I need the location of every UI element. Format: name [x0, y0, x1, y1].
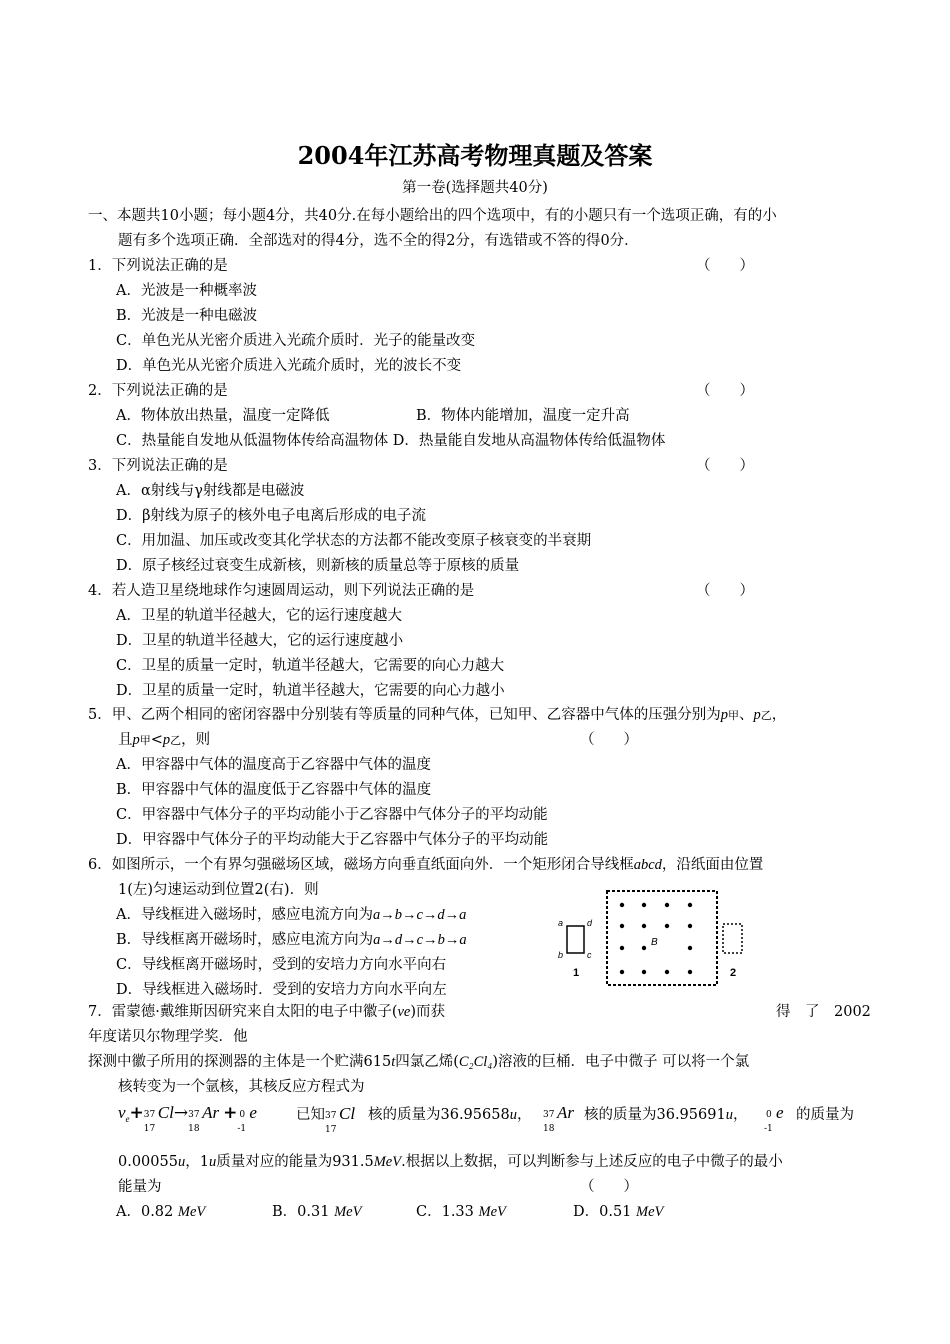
q6-option-d: D．导线框进入磁场时．受到的安培力方向水平向左 — [116, 982, 447, 998]
q7-known-text: 已知 37 17 Cl — [296, 1104, 356, 1135]
q5-stem-line-2: 且p甲<p乙，则 — [118, 732, 211, 748]
q3-option-c: C．用加温、加压或改变其化学状态的方法都不能改变原子核衰变的半衰期 — [116, 533, 592, 549]
section-heading: 第一卷(选择题共40分) — [402, 180, 548, 196]
q4-option-a: A．卫星的轨道半径越大，它的运行速度越大 — [116, 608, 402, 624]
q7-option-c: C．1.33 MeV — [416, 1204, 506, 1220]
coil-position-2 — [723, 924, 742, 953]
q4-option-c: C．卫星的质量一定时，轨道半径越大，它需要的向心力越大 — [116, 658, 505, 674]
fig-label-a: a — [558, 918, 564, 928]
nuclear-reaction-equation: $v_e+$ 37 17 Cl→ 37 18 Ar + 0 -1 e — [118, 1103, 257, 1134]
q1-option-b: B．光波是一种电磁波 — [116, 308, 258, 324]
q7-line-3: 探测中徽子所用的探测器的主体是一个贮满615t四氯乙烯(C₂Cl₄)溶液的巨桶．电子中微子 可以将一个氯 — [88, 1054, 750, 1070]
instructions-line-1: 一、本题共10小题；每小题4分，共40分.在每小题给出的四个选项中，有的小题只有一个选项正确，有的小 — [88, 208, 777, 224]
q7-chlorine-mass: 核的质量为36.95658u， — [368, 1107, 532, 1123]
q2-option-cd: C．热量能自发地从低温物体传给高温物体 D．热量能自发地从高温物体传给低温物体 — [116, 433, 666, 449]
fig-label-field-b: B — [651, 937, 658, 948]
q7-line-2: 年度诺贝尔物理学奖．他 — [88, 1029, 248, 1045]
fig-label-b: b — [558, 950, 564, 960]
q2-stem: 2．下列说法正确的是 — [88, 383, 228, 399]
q2-option-a: A．物体放出热量，温度一定降低 — [116, 408, 330, 424]
q2-answer-bracket: （ ） — [696, 383, 754, 399]
q6-option-a: A．导线框进入磁场时，感应电流方向为a→b→c→d→a — [116, 907, 467, 923]
q6-option-c: C．导线框离开磁场时，受到的安培力方向水平向右 — [116, 957, 447, 973]
q7-option-d: D．0.51 MeV — [573, 1204, 664, 1220]
q6-option-b: B．导线框离开磁场时，感应电流方向为a→d→c→b→a — [116, 932, 467, 948]
q3-stem: 3．下列说法正确的是 — [88, 458, 228, 474]
q7-argon-symbol: 37 18 Ar — [543, 1103, 574, 1134]
q7-line-7: 能量为 — [118, 1179, 162, 1195]
q3-option-b: D．β射线为原子的核外电子电离后形成的电子流 — [116, 508, 427, 524]
q5-option-a: A．甲容器中气体的温度高于乙容器中气体的温度 — [116, 757, 431, 773]
q5-option-d: D．甲容器中气体分子的平均动能大于乙容器中气体分子的平均动能 — [116, 832, 549, 848]
fig-label-position-1: 1 — [573, 967, 580, 979]
fig-label-c: c — [587, 950, 592, 960]
coil-position-1 — [567, 926, 584, 953]
q6-stem-line-1: 6．如图所示，一个有界匀强磁场区域，磁场方向垂直纸面向外．一个矩形闭合导线框abcd，沿纸面由位置 — [88, 857, 764, 873]
q1-option-a: A．光波是一种概率波 — [116, 283, 257, 299]
q1-stem: 1．下列说法正确的是 — [88, 258, 228, 274]
q7-line-6: 0.00055u，1u质量对应的能量为931.5MeV.根据以上数据，可以判断参与上述反应的电子中微子的最小 — [118, 1154, 783, 1170]
q1-option-c: C．单色光从光密介质进入光疏介质时．光子的能量改变 — [116, 333, 476, 349]
q1-option-d: D．单色光从光密介质进入光疏介质时，光的波长不变 — [116, 358, 462, 374]
q5-stem-line-1: 5．甲、乙两个相同的密闭容器中分别装有等质量的同种气体，已知甲、乙容器中气体的压强分别为p甲、p乙， — [88, 707, 787, 723]
q7-option-a: A．0.82 MeV — [116, 1204, 206, 1220]
q5-option-b: B．甲容器中气体的温度低于乙容器中气体的温度 — [116, 782, 432, 798]
fig-label-position-2: 2 — [730, 967, 737, 979]
q4-stem: 4．若人造卫星绕地球作匀速圆周运动，则下列说法正确的是 — [88, 583, 475, 599]
q2-option-b: B．物体内能增加，温度一定升高 — [416, 408, 630, 424]
magnetic-field-figure — [550, 888, 770, 988]
q6-stem-line-2: 1(左)匀速运动到位置2(右)．则 — [118, 882, 319, 898]
q7-electron-symbol: 0 -1 e — [764, 1103, 784, 1134]
q7-option-b: B．0.31 MeV — [272, 1204, 362, 1220]
q5-answer-bracket: （ ） — [580, 732, 638, 748]
q4-answer-bracket: （ ） — [696, 583, 754, 599]
q7-line-1-tail: 得 了 2002 — [776, 1004, 871, 1020]
fig-label-d: d — [587, 918, 593, 928]
q3-option-d: D．原子核经过衰变生成新核，则新核的质量总等于原核的质量 — [116, 558, 520, 574]
q4-option-b: D．卫星的轨道半径越大，它的运行速度越小 — [116, 633, 404, 649]
q7-answer-bracket: （ ） — [580, 1179, 638, 1195]
q3-answer-bracket: （ ） — [696, 458, 754, 474]
q5-option-c: C．甲容器中气体分子的平均动能小于乙容器中气体分子的平均动能 — [116, 807, 548, 823]
q3-option-a: A．α射线与γ射线都是电磁波 — [116, 483, 305, 499]
q1-answer-bracket: （ ） — [696, 258, 754, 274]
q7-electron-mass-label: 的质量为 — [796, 1107, 854, 1123]
instructions-line-2: 题有多个选项正确．全部选对的得4分，选不全的得2分，有选错或不答的得0分． — [118, 233, 639, 249]
q7-argon-mass: 核的质量为36.95691u， — [584, 1107, 748, 1123]
q7-line-4: 核转变为一个氩核，其核反应方程式为 — [118, 1079, 365, 1095]
document-title: 2004年江苏高考物理真题及答案 — [297, 141, 653, 170]
q4-option-d: D．卫星的质量一定时，轨道半径越大，它需要的向心力越小 — [116, 683, 505, 699]
q7-line-1: 7．雷蒙德·戴维斯因研究来自太阳的电子中徽子(ve)而获 — [88, 1004, 446, 1020]
